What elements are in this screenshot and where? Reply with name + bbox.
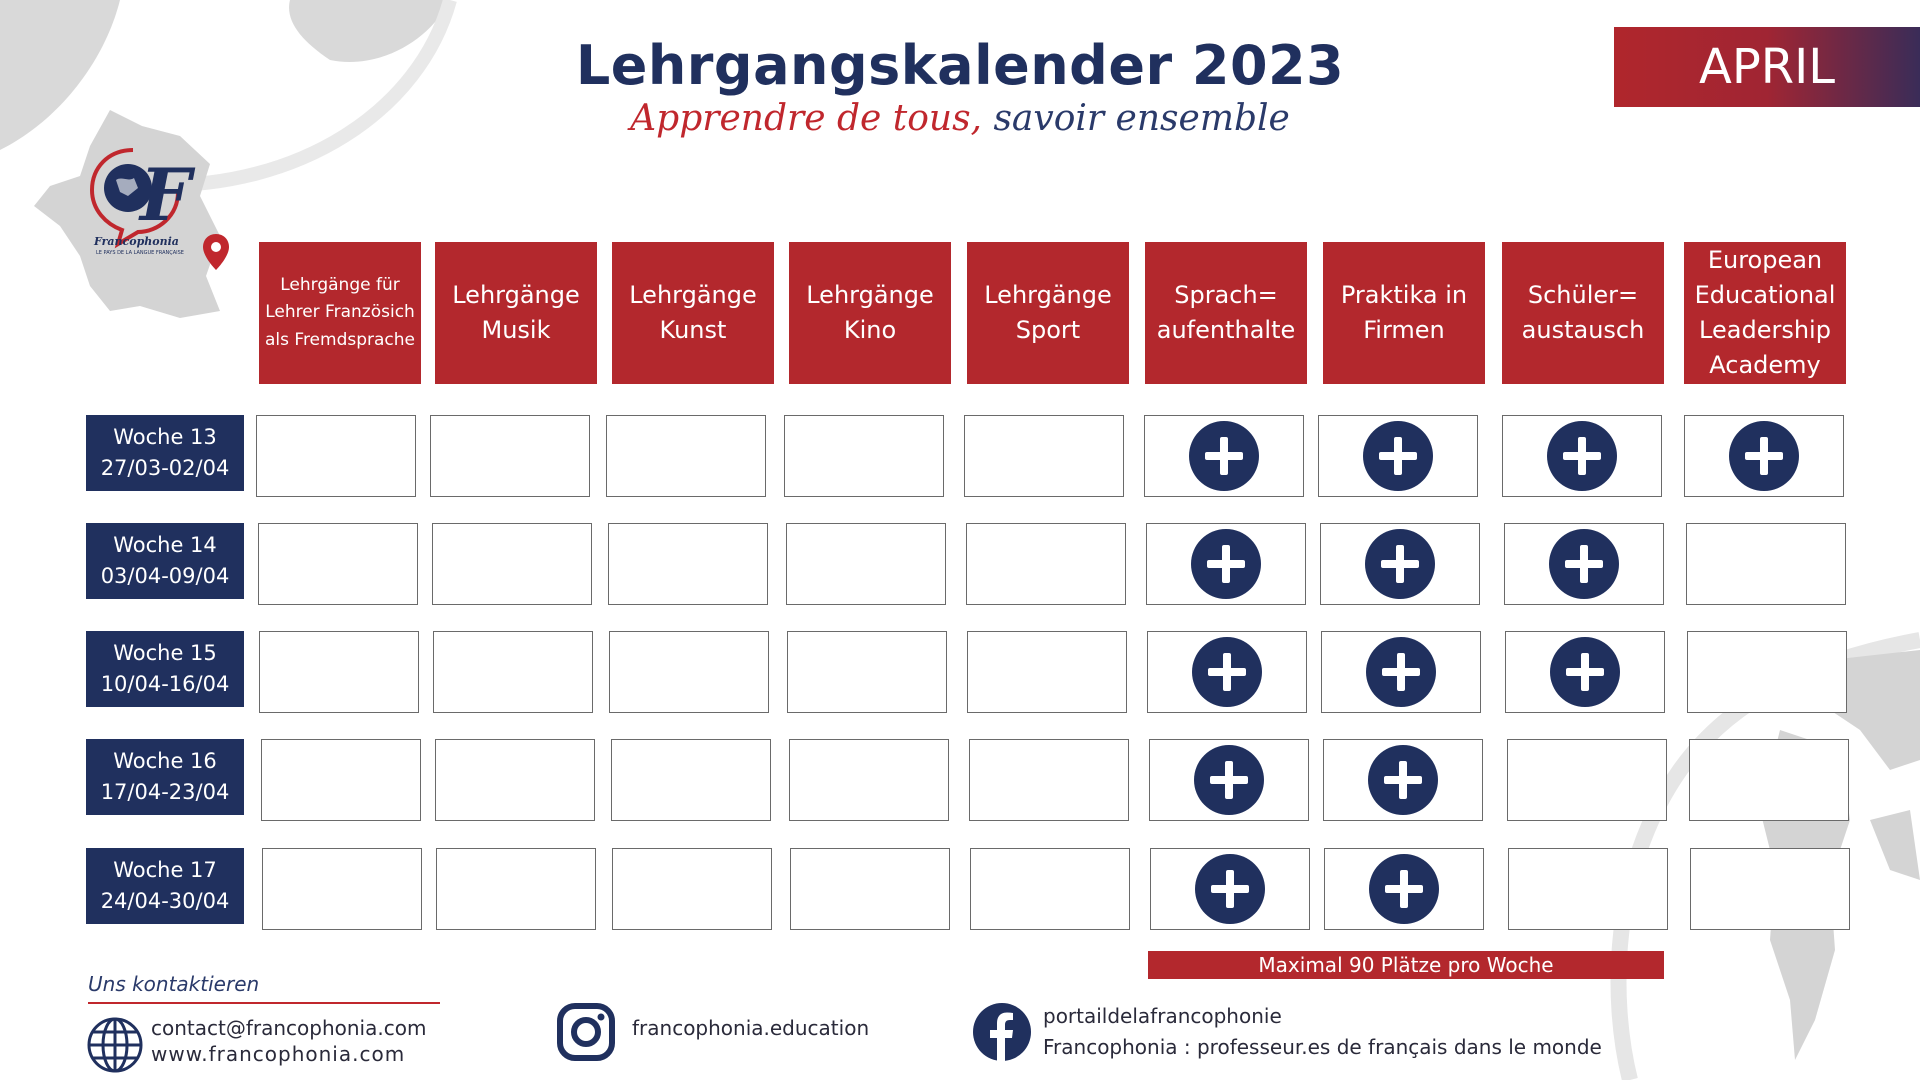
calendar-cell[interactable] [1146, 523, 1306, 605]
calendar-cell [435, 739, 595, 821]
col-header-praktika: Praktika in Firmen [1323, 242, 1485, 384]
add-plus-icon[interactable] [1195, 854, 1265, 924]
calendar-cell[interactable] [1323, 739, 1483, 821]
calendar-cell [969, 739, 1129, 821]
svg-text:F: F [140, 152, 192, 237]
contact-email-link[interactable]: contact@francophonia.com [151, 1016, 427, 1040]
add-plus-icon[interactable] [1189, 421, 1259, 491]
week-number: Woche 16 [113, 748, 217, 773]
calendar-cell [433, 631, 593, 713]
calendar-cell [612, 848, 772, 930]
add-plus-icon[interactable] [1550, 637, 1620, 707]
calendar-cell [432, 523, 592, 605]
globe-icon [86, 1016, 144, 1074]
calendar-cell [611, 739, 771, 821]
month-badge: APRIL [1614, 27, 1920, 107]
calendar-cell[interactable] [1144, 415, 1304, 497]
add-plus-icon[interactable] [1365, 529, 1435, 599]
contact-website-link[interactable]: www.francophonia.com [151, 1042, 406, 1066]
calendar-cell [1507, 739, 1667, 821]
col-header-schueleraustausch: Schüler= austausch [1502, 242, 1664, 384]
week-label-13 [86, 415, 244, 491]
week-dates: 27/03-02/04 [100, 456, 230, 480]
contact-divider [88, 1002, 440, 1004]
calendar-cell [261, 739, 421, 821]
logo-emblem [88, 140, 198, 250]
map-pin-icon [203, 234, 229, 270]
week-dates: 10/04-16/04 [100, 672, 230, 696]
calendar-cell[interactable] [1505, 631, 1665, 713]
week-dates: 17/04-23/04 [100, 780, 230, 804]
calendar-cell [786, 523, 946, 605]
week-number: Woche 17 [113, 857, 217, 882]
week-label-16 [86, 739, 244, 815]
calendar-cell[interactable] [1318, 415, 1478, 497]
calendar-cell [970, 848, 1130, 930]
col-header-sport: Lehrgänge Sport [967, 242, 1129, 384]
calendar-cell [256, 415, 416, 497]
week-number: Woche 15 [113, 640, 217, 665]
calendar-cell [1689, 739, 1849, 821]
col-header-kino: Lehrgänge Kino [789, 242, 951, 384]
week-number: Woche 14 [113, 532, 217, 557]
add-plus-icon[interactable] [1729, 421, 1799, 491]
page-title: Lehrgangskalender 2023 [575, 34, 1345, 97]
calendar-cell [784, 415, 944, 497]
add-plus-icon[interactable] [1366, 637, 1436, 707]
capacity-note: Maximal 90 Plätze pro Woche [1148, 951, 1664, 979]
subtitle-part-1: Apprendre de tous, [630, 98, 982, 139]
calendar-cell [1686, 523, 1846, 605]
calendar-cell [966, 523, 1126, 605]
calendar-cell[interactable] [1150, 848, 1310, 930]
subtitle-part-2: savoir ensemble [993, 98, 1290, 139]
col-header-lehrer: Lehrgänge für Lehrer Französich als Fremdsprache [259, 242, 421, 384]
add-plus-icon[interactable] [1194, 745, 1264, 815]
week-label-17 [86, 848, 244, 924]
instagram-link[interactable]: francophonia.education [632, 1016, 870, 1040]
instagram-icon[interactable] [556, 1002, 616, 1062]
calendar-cell[interactable] [1321, 631, 1481, 713]
contact-heading: Uns kontaktieren [88, 972, 260, 996]
col-header-sprachaufenthalte: Sprach= aufenthalte [1145, 242, 1307, 384]
week-label-15 [86, 631, 244, 707]
calendar-cell [606, 415, 766, 497]
calendar-cell [967, 631, 1127, 713]
calendar-cell[interactable] [1147, 631, 1307, 713]
calendar-cell[interactable] [1684, 415, 1844, 497]
calendar-cell [259, 631, 419, 713]
calendar-cell [1690, 848, 1850, 930]
add-plus-icon[interactable] [1363, 421, 1433, 491]
facebook-page-link[interactable]: portaildelafrancophonie [1043, 1004, 1282, 1028]
calendar-cell [1508, 848, 1668, 930]
calendar-cell [789, 739, 949, 821]
calendar-cell[interactable] [1502, 415, 1662, 497]
calendar-cell[interactable] [1504, 523, 1664, 605]
week-label-14 [86, 523, 244, 599]
week-dates: 24/04-30/04 [100, 889, 230, 913]
logo-tagline: LE PAYS DE LA LANGUE FRANÇAISE [96, 250, 184, 256]
add-plus-icon[interactable] [1549, 529, 1619, 599]
calendar-cell [262, 848, 422, 930]
calendar-cell[interactable] [1320, 523, 1480, 605]
calendar-cell [1687, 631, 1847, 713]
calendar-cell[interactable] [1149, 739, 1309, 821]
week-number: Woche 13 [113, 424, 217, 449]
facebook-icon[interactable] [972, 1002, 1032, 1062]
calendar-cell [964, 415, 1124, 497]
add-plus-icon[interactable] [1192, 637, 1262, 707]
calendar-cell [436, 848, 596, 930]
add-plus-icon[interactable] [1368, 745, 1438, 815]
col-header-musik: Lehrgänge Musik [435, 242, 597, 384]
col-header-kunst: Lehrgänge Kunst [612, 242, 774, 384]
calendar-cell [430, 415, 590, 497]
calendar-cell [787, 631, 947, 713]
logo-name: Francophonia [94, 235, 179, 248]
calendar-cell [608, 523, 768, 605]
add-plus-icon[interactable] [1369, 854, 1439, 924]
add-plus-icon[interactable] [1191, 529, 1261, 599]
calendar-cell [258, 523, 418, 605]
calendar-cell [790, 848, 950, 930]
facebook-group-link[interactable]: Francophonia : professeur.es de français dans le monde [1043, 1035, 1602, 1059]
add-plus-icon[interactable] [1547, 421, 1617, 491]
calendar-cell [609, 631, 769, 713]
calendar-cell[interactable] [1324, 848, 1484, 930]
week-dates: 03/04-09/04 [100, 564, 230, 588]
col-header-leadership-academy: European Educational Leadership Academy [1684, 242, 1846, 384]
